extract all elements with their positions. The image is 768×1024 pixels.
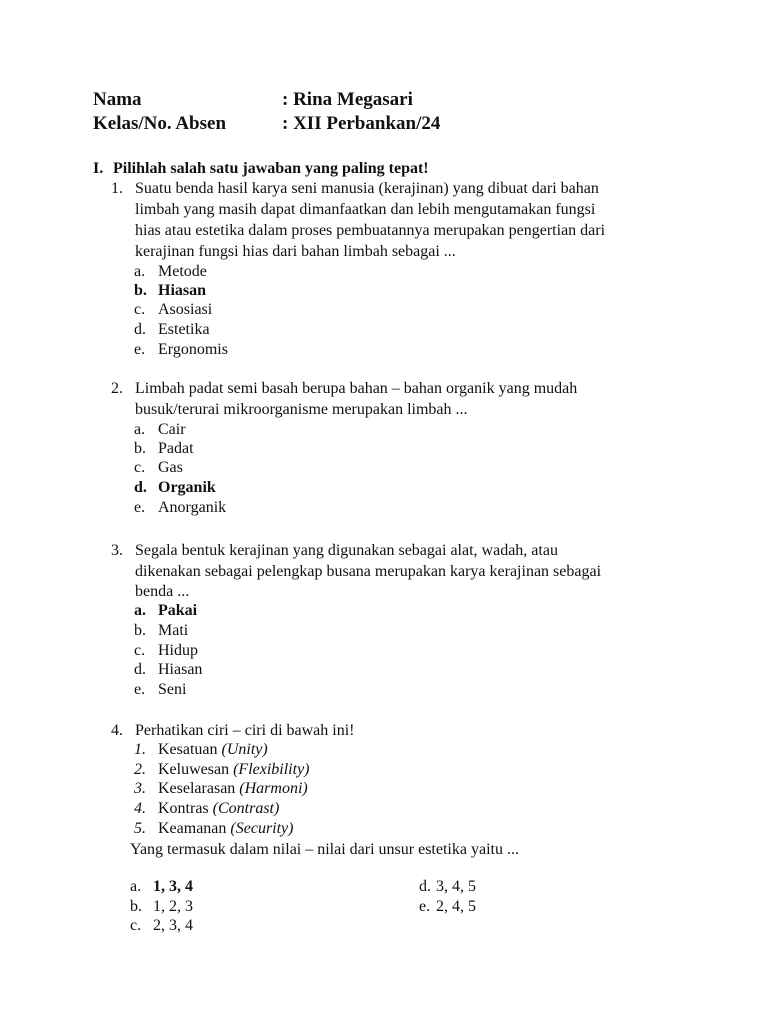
option-letter: b. bbox=[134, 622, 146, 639]
option-letter: e. bbox=[419, 898, 431, 915]
question-text-line: Perhatikan ciri – ciri di bawah ini! bbox=[135, 722, 355, 739]
trait-number: 5. bbox=[134, 820, 146, 837]
option-text: Hidup bbox=[158, 642, 198, 659]
trait-text: Kontras bbox=[158, 800, 209, 817]
trait-english: (Security) bbox=[230, 820, 294, 837]
name-value: : Rina Megasari bbox=[282, 89, 413, 110]
option-letter: e. bbox=[134, 499, 146, 516]
option-text: 3, 4, 5 bbox=[436, 878, 476, 895]
option-text-selected: Pakai bbox=[158, 602, 198, 619]
trait-english: (Flexibility) bbox=[233, 761, 310, 778]
trait-item bbox=[158, 760, 310, 780]
option-letter: a. bbox=[134, 263, 146, 280]
section-instruction: Pilihlah salah satu jawaban yang paling tepat! bbox=[113, 160, 429, 177]
option-letter: d. bbox=[134, 661, 146, 678]
question-text-line: hias atau estetika dalam proses pembuatannya merupakan pengertian dari bbox=[135, 222, 606, 239]
trait-text: Kesatuan bbox=[158, 741, 218, 758]
option-letter: c. bbox=[134, 642, 146, 659]
option-text: Seni bbox=[158, 681, 187, 698]
option-letter: c. bbox=[134, 301, 146, 318]
option-text: Hiasan bbox=[158, 661, 203, 678]
option-text: Gas bbox=[158, 459, 183, 476]
option-letter: e. bbox=[134, 681, 146, 698]
trait-english: (Contrast) bbox=[212, 800, 280, 817]
trait-number: 4. bbox=[134, 800, 146, 817]
trait-number: 3. bbox=[134, 780, 146, 797]
trait-english: (Harmoni) bbox=[239, 780, 308, 797]
question-prompt: Yang termasuk dalam nilai – nilai dari unsur estetika yaitu ... bbox=[130, 841, 519, 858]
option-letter-selected: b. bbox=[134, 282, 147, 299]
trait-text: Keamanan bbox=[158, 820, 227, 837]
class-value: : XII Perbankan/24 bbox=[282, 113, 441, 134]
section-number: I. bbox=[93, 160, 104, 177]
class-label: Kelas/No. Absen bbox=[93, 113, 227, 134]
question-text-line: busuk/terurai mikroorganisme merupakan limbah ... bbox=[135, 401, 468, 418]
question-number: 2. bbox=[111, 380, 123, 397]
trait-item bbox=[158, 740, 268, 760]
question-text-line: dikenakan sebagai pelengkap busana merupakan karya kerajinan sebagai bbox=[135, 563, 602, 580]
option-text: 1, 2, 3 bbox=[153, 898, 193, 915]
trait-number: 1. bbox=[134, 741, 146, 758]
question-text-line: Limbah padat semi basah berupa bahan – bahan organik yang mudah bbox=[135, 380, 578, 397]
trait-text: Keselarasan bbox=[158, 780, 236, 797]
option-text: Anorganik bbox=[158, 499, 227, 516]
question-text-line: Suatu benda hasil karya seni manusia (kerajinan) yang dibuat dari bahan bbox=[135, 180, 599, 197]
option-letter: c. bbox=[134, 459, 146, 476]
option-letter-selected: a. bbox=[134, 602, 146, 619]
question-text-line: kerajinan fungsi hias dari bahan limbah sebagai ... bbox=[135, 243, 456, 260]
option-letter: a. bbox=[130, 878, 142, 895]
option-text: 2, 3, 4 bbox=[153, 917, 193, 934]
option-text: Ergonomis bbox=[158, 341, 228, 358]
question-text-line: limbah yang masih dapat dimanfaatkan dan lebih mengutamakan fungsi bbox=[135, 201, 596, 218]
option-letter: b. bbox=[134, 440, 146, 457]
option-letter: e. bbox=[134, 341, 146, 358]
question-number: 1. bbox=[111, 180, 123, 197]
option-text-selected: 1, 3, 4 bbox=[153, 878, 193, 895]
trait-text: Keluwesan bbox=[158, 761, 230, 778]
option-text: Mati bbox=[158, 622, 189, 639]
option-text-selected: Organik bbox=[158, 479, 216, 496]
question-text-line: benda ... bbox=[135, 583, 190, 600]
trait-item bbox=[158, 779, 308, 799]
name-label: Nama bbox=[93, 89, 142, 110]
option-text: Cair bbox=[158, 421, 186, 438]
option-text: Estetika bbox=[158, 321, 210, 338]
option-text: Metode bbox=[158, 263, 207, 280]
option-text: Asosiasi bbox=[158, 301, 213, 318]
option-letter: c. bbox=[130, 917, 142, 934]
option-text: Padat bbox=[158, 440, 194, 457]
trait-item bbox=[158, 799, 279, 819]
option-letter: b. bbox=[130, 898, 142, 915]
option-text-selected: Hiasan bbox=[158, 282, 207, 299]
option-text: 2, 4, 5 bbox=[436, 898, 476, 915]
trait-english: (Unity) bbox=[221, 741, 268, 758]
option-letter-selected: d. bbox=[134, 479, 147, 496]
option-letter: d. bbox=[419, 878, 431, 895]
trait-number: 2. bbox=[134, 761, 146, 778]
option-letter: a. bbox=[134, 421, 146, 438]
trait-item bbox=[158, 819, 293, 839]
question-number: 3. bbox=[111, 542, 123, 559]
question-text-line: Segala bentuk kerajinan yang digunakan sebagai alat, wadah, atau bbox=[135, 542, 558, 559]
option-letter: d. bbox=[134, 321, 146, 338]
question-number: 4. bbox=[111, 722, 123, 739]
